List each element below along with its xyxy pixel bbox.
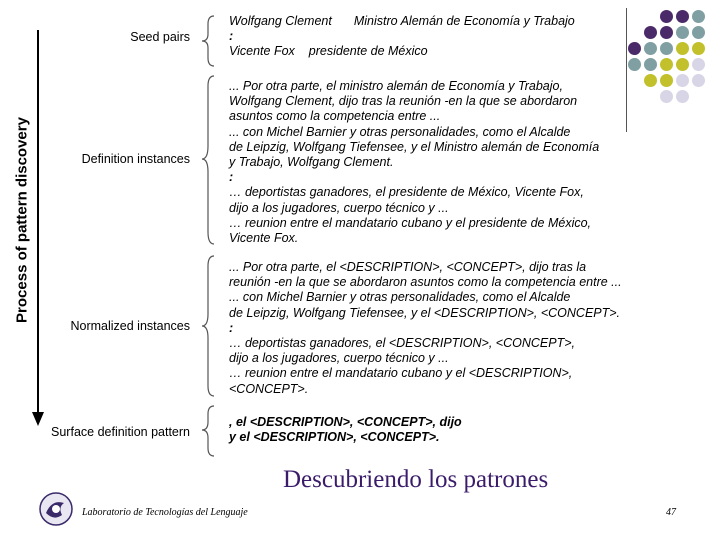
surface-pattern-block xyxy=(229,415,462,445)
stage-braces xyxy=(198,6,222,466)
normalized-line: de Leipzig, Wolfgang Tiefensee, y el <DESCRIPTION>, <CONCEPT>. xyxy=(229,305,621,320)
decor-dot xyxy=(676,74,689,87)
brace-surface-pattern xyxy=(202,406,214,456)
decor-dot xyxy=(660,58,673,71)
normalized-line: ... con Michel Barnier y otras personalidades, como el Alcalde xyxy=(229,290,571,305)
normalized-line: … reunion entre el mandatario cubano y el <DESCRIPTION>, xyxy=(229,366,573,381)
process-axis-arrowhead xyxy=(32,412,44,426)
definition-separator: : xyxy=(229,170,234,185)
decor-dot xyxy=(692,74,705,87)
decor-dot xyxy=(644,74,657,87)
slide-title: Descubriendo los patrones xyxy=(283,466,549,493)
decor-dot xyxy=(644,42,657,55)
decor-dot xyxy=(660,90,673,103)
normalized-line: reunión -en la que se abordaron asuntos como la competencia entre ... xyxy=(229,275,622,290)
decor-dot xyxy=(660,42,673,55)
decor-dot xyxy=(660,10,673,23)
definition-line: y Trabajo, Wolfgang Clement. xyxy=(229,154,394,169)
stage-label-surface-pattern: Surface definition pattern xyxy=(51,425,190,439)
brace-normalized-instances xyxy=(202,256,214,396)
seed-row1-description: Ministro Alemán de Economía y Trabajo xyxy=(353,14,575,28)
decor-dot xyxy=(692,58,705,71)
decor-dot xyxy=(676,90,689,103)
decor-dot xyxy=(644,58,657,71)
stage-label-seed-pairs: Seed pairs xyxy=(130,30,190,44)
normalized-line: … deportistas ganadores, el <DESCRIPTION>, <CONCEPT>, xyxy=(229,335,575,350)
decor-dot xyxy=(692,10,705,23)
normalized-instances-block xyxy=(229,260,622,397)
definition-line: Vicente Fox. xyxy=(229,230,299,245)
definition-instances-block xyxy=(229,79,599,246)
definition-line: … reunion entre el mandatario cubano y el presidente de México, xyxy=(229,215,592,230)
definition-line: asuntos como la competencia entre ... xyxy=(229,109,441,124)
definition-line: ... Por otra parte, el ministro alemán de Economía y Trabajo, xyxy=(229,79,563,93)
pattern-line: y el <DESCRIPTION>, <CONCEPT>. xyxy=(229,430,440,445)
definition-line: ... con Michel Barnier y otras personalidades, como el Alcalde xyxy=(229,124,571,139)
process-axis-line xyxy=(37,30,39,415)
seed-separator: : xyxy=(229,29,234,44)
decor-dot xyxy=(660,74,673,87)
decor-dot xyxy=(676,42,689,55)
decor-dot xyxy=(644,26,657,39)
normalized-separator: : xyxy=(229,320,234,335)
page-number: 47 xyxy=(666,507,676,518)
normalized-line: ... Por otra parte, el <DESCRIPTION>, <CONCEPT>, dijo tras la xyxy=(229,260,587,274)
lab-logo-icon xyxy=(38,491,74,527)
definition-line: … deportistas ganadores, el presidente de México, Vicente Fox, xyxy=(229,185,584,200)
definition-line: dijo a los jugadores, cuerpo técnico y ... xyxy=(229,200,449,215)
decor-dot xyxy=(692,42,705,55)
brace-seed-pairs xyxy=(202,16,214,66)
decor-dot xyxy=(692,26,705,39)
decor-dot xyxy=(628,58,641,71)
normalized-line: <CONCEPT>. xyxy=(229,381,309,396)
process-axis-label: Process of pattern discovery xyxy=(13,117,31,323)
stage-label-normalized-instances: Normalized instances xyxy=(70,319,190,333)
definition-line: de Leipzig, Wolfgang Tiefensee, y el Ministro alemán de Economía xyxy=(229,139,600,154)
decor-dot xyxy=(676,10,689,23)
brace-definition-instances xyxy=(202,76,214,244)
seed-row2-description: presidente de México xyxy=(308,44,428,59)
seed-pairs-block xyxy=(229,14,575,60)
definition-line: Wolfgang Clement, dijo tras la reunión -en la que se abordaron xyxy=(229,94,578,109)
seed-row2-concept: Vicente Fox xyxy=(229,44,295,59)
decor-divider xyxy=(626,8,627,132)
stage-label-definition-instances: Definition instances xyxy=(81,152,190,166)
normalized-line: dijo a los jugadores, cuerpo técnico y ... xyxy=(229,351,449,366)
decor-dot xyxy=(628,42,641,55)
seed-row1-concept: Wolfgang Clement xyxy=(229,14,332,28)
footer-lab-name: Laboratorio de Tecnologías del Lenguaje xyxy=(82,507,248,518)
decor-dot xyxy=(676,26,689,39)
pattern-line: , el <DESCRIPTION>, <CONCEPT>, dijo xyxy=(229,415,462,429)
decor-dot xyxy=(660,26,673,39)
decor-dot xyxy=(676,58,689,71)
